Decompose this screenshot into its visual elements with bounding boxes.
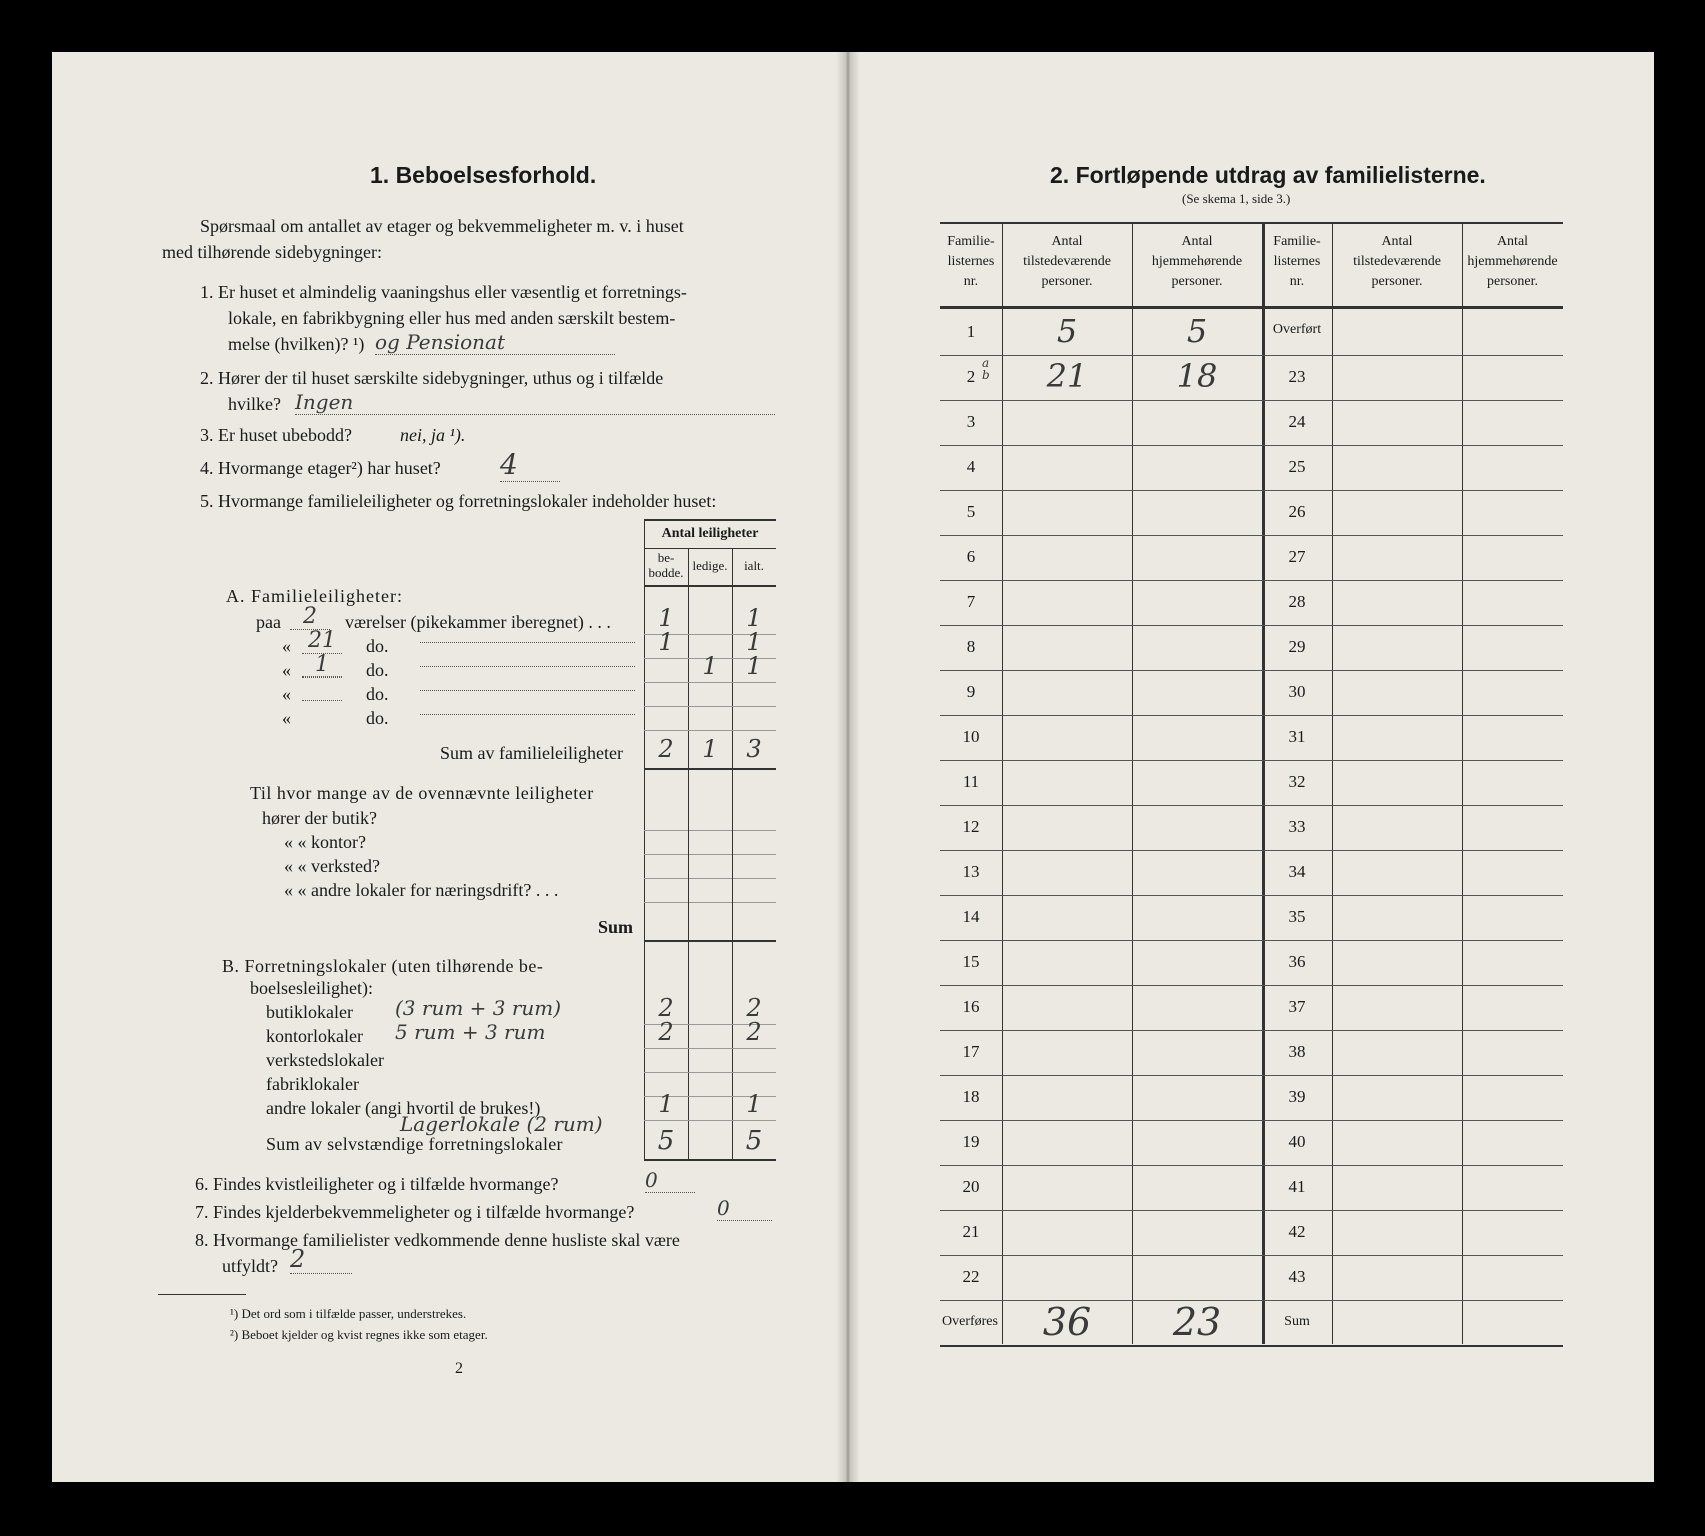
cell-i: 1 xyxy=(746,628,762,656)
question-1-line-c: melse (hvilken)? ¹) xyxy=(228,334,365,354)
table-head: Antal leiligheter xyxy=(661,526,759,541)
left-page xyxy=(52,52,848,1482)
section-b-line-1: B. Forretningslokaler (uten tilhørende be- xyxy=(222,956,544,976)
list-nr-right: 25 xyxy=(1288,457,1306,476)
b-cell-bebodde: 2 xyxy=(658,1018,674,1046)
list-nr-right: Overført xyxy=(1272,322,1322,337)
list-nr: 8 xyxy=(966,637,976,656)
list-nr-right: 23 xyxy=(1288,367,1306,386)
row-rule xyxy=(940,985,1563,986)
list-nr-right: 43 xyxy=(1288,1267,1306,1286)
list-nr-right: 39 xyxy=(1288,1087,1306,1106)
row-rule xyxy=(940,355,1563,356)
footnote-2: ²) Beboet kjelder og kvist regnes ikke som etager. xyxy=(230,1327,488,1342)
list-nr-right: 36 xyxy=(1288,952,1306,971)
row-rooms xyxy=(302,676,342,677)
list-nr-right: 38 xyxy=(1288,1042,1306,1061)
row-leader xyxy=(420,714,635,715)
header-cell: Antal hjemmehørende personer. xyxy=(1151,234,1243,289)
list-nr-right: 27 xyxy=(1288,547,1306,566)
b-cell-ialt: 2 xyxy=(746,1018,762,1046)
row-2-note: a b xyxy=(982,356,990,382)
list-nr: 1 xyxy=(966,322,976,341)
header-cell: Antal hjemmehørende personer. xyxy=(1467,234,1558,289)
b-row-rule xyxy=(644,1120,776,1121)
list-nr: 22 xyxy=(962,1267,980,1286)
row-rule xyxy=(940,1120,1563,1121)
intro-line-1: Spørsmaal om antallet av etager og bekvemmeligheter m. v. i huset xyxy=(200,216,684,236)
table-subhead-rule xyxy=(644,585,776,587)
row-leader xyxy=(420,690,635,691)
list-nr-right: 35 xyxy=(1288,907,1306,926)
question-8-answer: 2 xyxy=(290,1245,352,1274)
list-nr-right: 40 xyxy=(1288,1132,1306,1151)
right-title: 2. Fortløpende utdrag av familielisterne. xyxy=(1050,162,1486,188)
list-nr-right: 33 xyxy=(1288,817,1306,836)
intro-line-2: med tilhørende sidebygninger: xyxy=(162,242,382,262)
list-nr: 11 xyxy=(962,772,980,791)
row-rule xyxy=(940,625,1563,626)
list-nr-right: 42 xyxy=(1288,1222,1306,1241)
til-row: « « andre lokaler for næringsdrift? . . . xyxy=(284,880,559,900)
list-nr-right: 37 xyxy=(1288,997,1306,1016)
row-rooms xyxy=(302,700,342,701)
sum-label-right: Sum xyxy=(1284,1314,1310,1329)
sum-a-label: Sum av familieleiligheter xyxy=(440,743,623,763)
row-rule xyxy=(940,1210,1563,1211)
list-nr: 14 xyxy=(962,907,980,926)
list-nr: 21 xyxy=(962,1222,980,1241)
b-row-rule xyxy=(644,1072,776,1073)
cell-b: 1 xyxy=(658,628,674,656)
col-rule xyxy=(1332,222,1333,1344)
til-rule xyxy=(644,854,776,855)
list-nr: 7 xyxy=(966,592,976,611)
question-4-answer: 4 xyxy=(500,448,560,482)
right-subtitle: (Se skema 1, side 3.) xyxy=(1182,191,1291,206)
header-cell: Familie- listernes nr. xyxy=(947,234,995,289)
til-row: « « verksted? xyxy=(284,856,380,876)
row-label: do. xyxy=(366,708,389,728)
sum-b-label: Sum av selvstændige forretningslokaler xyxy=(266,1134,563,1154)
list-nr: 5 xyxy=(966,502,976,521)
list-nr: 2 xyxy=(966,367,976,386)
overfores-resident: 23 xyxy=(1172,1300,1222,1344)
row-rule xyxy=(940,670,1563,671)
header-cell: Antal tilstedeværende personer. xyxy=(1023,234,1111,289)
til-hvor-mange: Til hvor mange av de ovennævnte leiligheter xyxy=(250,783,594,803)
list-nr: 15 xyxy=(962,952,980,971)
list-nr: 16 xyxy=(962,997,980,1016)
b-row-label: fabriklokaler xyxy=(266,1074,359,1094)
header-cell: Familie- listernes nr. xyxy=(1273,234,1321,289)
cell-b: 1 xyxy=(658,604,674,632)
til-rule xyxy=(644,878,776,879)
question-7: 7. Findes kjelderbekvemmeligheter og i tilfælde hvormange? xyxy=(195,1202,635,1222)
list-nr-right: 30 xyxy=(1288,682,1306,701)
row-rule xyxy=(940,1165,1563,1166)
table-bottom xyxy=(940,1345,1563,1347)
row-prefix: « xyxy=(282,708,291,728)
row-rule xyxy=(940,1075,1563,1076)
row-rule xyxy=(940,400,1563,401)
row-label: do. xyxy=(366,660,389,680)
list-nr-right: 28 xyxy=(1288,592,1306,611)
b-row-label: butiklokaler xyxy=(266,1002,353,1022)
row-leader xyxy=(420,666,635,667)
overfores-label: Overføres xyxy=(942,1314,998,1329)
row-rooms: 1 xyxy=(302,652,342,678)
header-cell: Antal tilstedeværende personer. xyxy=(1353,234,1441,289)
sum-a-ledige: 1 xyxy=(702,735,718,763)
list-nr-right: 31 xyxy=(1288,727,1306,746)
row-rule xyxy=(644,682,776,683)
row-rule xyxy=(940,850,1563,851)
b-row-rule xyxy=(644,1048,776,1049)
left-title: 1. Beboelsesforhold. xyxy=(370,162,597,188)
row-rooms: 21 xyxy=(302,628,342,654)
row-leader xyxy=(420,642,635,643)
present-count: 5 xyxy=(1056,312,1078,350)
page-number: 2 xyxy=(455,1360,463,1377)
header-rule xyxy=(940,306,1563,309)
question-2-answer: Ingen xyxy=(295,390,775,415)
resident-count: 5 xyxy=(1186,312,1208,350)
list-nr: 18 xyxy=(962,1087,980,1106)
present-count: 21 xyxy=(1046,357,1088,395)
table-top xyxy=(940,222,1563,224)
question-4: 4. Hvormange etager²) har huset? xyxy=(200,458,441,478)
section-b-line-2: boelsesleilighet): xyxy=(250,978,373,998)
row-prefix: « xyxy=(282,684,291,704)
list-nr-right: 34 xyxy=(1288,862,1306,881)
row-rule xyxy=(940,490,1563,491)
sum-a-bebodde: 2 xyxy=(658,735,674,763)
b-row-note: (3 rum + 3 rum) xyxy=(395,996,562,1020)
row-rule xyxy=(940,895,1563,896)
b-row-label: kontorlokaler xyxy=(266,1026,363,1046)
row-label: do. xyxy=(366,636,389,656)
b-row-note: 5 rum + 3 rum xyxy=(395,1020,546,1044)
row-rule xyxy=(940,1255,1563,1256)
list-nr: 12 xyxy=(962,817,980,836)
row-rule xyxy=(644,730,776,731)
section-a: A. Familieleiligheter: xyxy=(226,586,403,606)
list-nr: 13 xyxy=(962,862,980,881)
row-rule xyxy=(940,580,1563,581)
cell-l: 1 xyxy=(702,652,718,680)
list-nr: 4 xyxy=(966,457,976,476)
til-rule xyxy=(644,902,776,903)
list-nr: 19 xyxy=(962,1132,980,1151)
til-row: hører der butik? xyxy=(262,808,377,828)
question-5: 5. Hvormange familieleiligheter og forretningslokaler indeholder huset: xyxy=(200,491,717,511)
row-rule xyxy=(644,706,776,707)
question-8-line-a: 8. Hvormange familielister vedkommende denne husliste skal være xyxy=(195,1230,680,1250)
question-3: 3. Er huset ubebodd? xyxy=(200,425,352,445)
row-label: værelser (pikekammer iberegnet) . . . xyxy=(345,612,611,632)
list-nr-right: 26 xyxy=(1288,502,1306,521)
question-2-line-b: hvilke? xyxy=(228,394,281,414)
list-nr: 10 xyxy=(962,727,980,746)
overfores-present: 36 xyxy=(1042,1300,1092,1344)
question-8-line-b: utfyldt? xyxy=(222,1256,278,1276)
b-row-note: Lagerlokale (2 rum) xyxy=(400,1112,603,1136)
col-ledige: ledige. xyxy=(692,558,728,573)
footnote-rule xyxy=(158,1294,246,1295)
question-3-options: nei, ja ¹). xyxy=(400,425,466,445)
row-rule xyxy=(940,535,1563,536)
row-rule xyxy=(940,940,1563,941)
list-nr: 17 xyxy=(962,1042,980,1061)
list-nr-right: 41 xyxy=(1288,1177,1306,1196)
sum-b-bebodde: 5 xyxy=(657,1126,675,1156)
row-rule xyxy=(940,1030,1563,1031)
list-nr: 3 xyxy=(966,412,976,431)
row-rule xyxy=(940,805,1563,806)
b-cell-ialt: 1 xyxy=(746,1090,762,1118)
til-rule xyxy=(644,830,776,831)
resident-count: 18 xyxy=(1176,357,1218,395)
list-nr: 20 xyxy=(962,1177,980,1196)
cell-i: 1 xyxy=(746,652,762,680)
list-nr-right: 24 xyxy=(1288,412,1306,431)
list-nr-right: 32 xyxy=(1288,772,1306,791)
col-ialt: ialt. xyxy=(744,558,764,573)
question-7-answer: 0 xyxy=(717,1196,772,1221)
row-prefix: « xyxy=(282,660,291,680)
list-nr: 6 xyxy=(966,547,976,566)
question-6: 6. Findes kvistleiligheter og i tilfælde hvormange? xyxy=(195,1174,559,1194)
table-top-rule xyxy=(644,519,776,521)
row-rooms: 2 xyxy=(290,604,330,630)
cell-i: 1 xyxy=(746,604,762,632)
b-row-label: verkstedslokaler xyxy=(266,1050,384,1070)
question-2-line-a: 2. Hører der til huset særskilte sidebygninger, uthus og i tilfælde xyxy=(200,368,664,388)
til-row: « « kontor? xyxy=(284,832,366,852)
col-rule xyxy=(1462,222,1463,1344)
row-rule xyxy=(940,715,1563,716)
row-rule xyxy=(940,760,1563,761)
b-cell-bebodde: 2 xyxy=(658,994,674,1022)
row-prefix: paa xyxy=(256,612,281,632)
table-head-rule xyxy=(644,548,776,549)
list-nr-right: 29 xyxy=(1288,637,1306,656)
col-bebodde: be- bodde. xyxy=(648,550,684,580)
row-rule xyxy=(940,445,1563,446)
b-row-label: andre lokaler (angi hvortil de brukes!) xyxy=(266,1098,541,1118)
question-6-answer: 0 xyxy=(645,1168,695,1193)
question-1-line-a: 1. Er huset et almindelig vaaningshus eller væsentlig et forretnings- xyxy=(200,282,687,302)
sum-b-ialt: 5 xyxy=(745,1126,763,1156)
sum-a-ialt: 3 xyxy=(746,735,762,763)
row-prefix: « xyxy=(282,636,291,656)
question-1-answer: og Pensionat xyxy=(375,330,615,355)
footnote-1: ¹) Det ord som i tilfælde passer, understrekes. xyxy=(230,1306,467,1321)
question-1-line-b: lokale, en fabrikbygning eller hus med anden særskilt bestem- xyxy=(228,308,676,328)
b-cell-ialt: 2 xyxy=(746,994,762,1022)
b-cell-bebodde: 1 xyxy=(658,1090,674,1118)
list-nr: 9 xyxy=(966,682,976,701)
row-label: do. xyxy=(366,684,389,704)
sum-label: Sum xyxy=(598,917,634,937)
book-spine xyxy=(836,52,860,1482)
